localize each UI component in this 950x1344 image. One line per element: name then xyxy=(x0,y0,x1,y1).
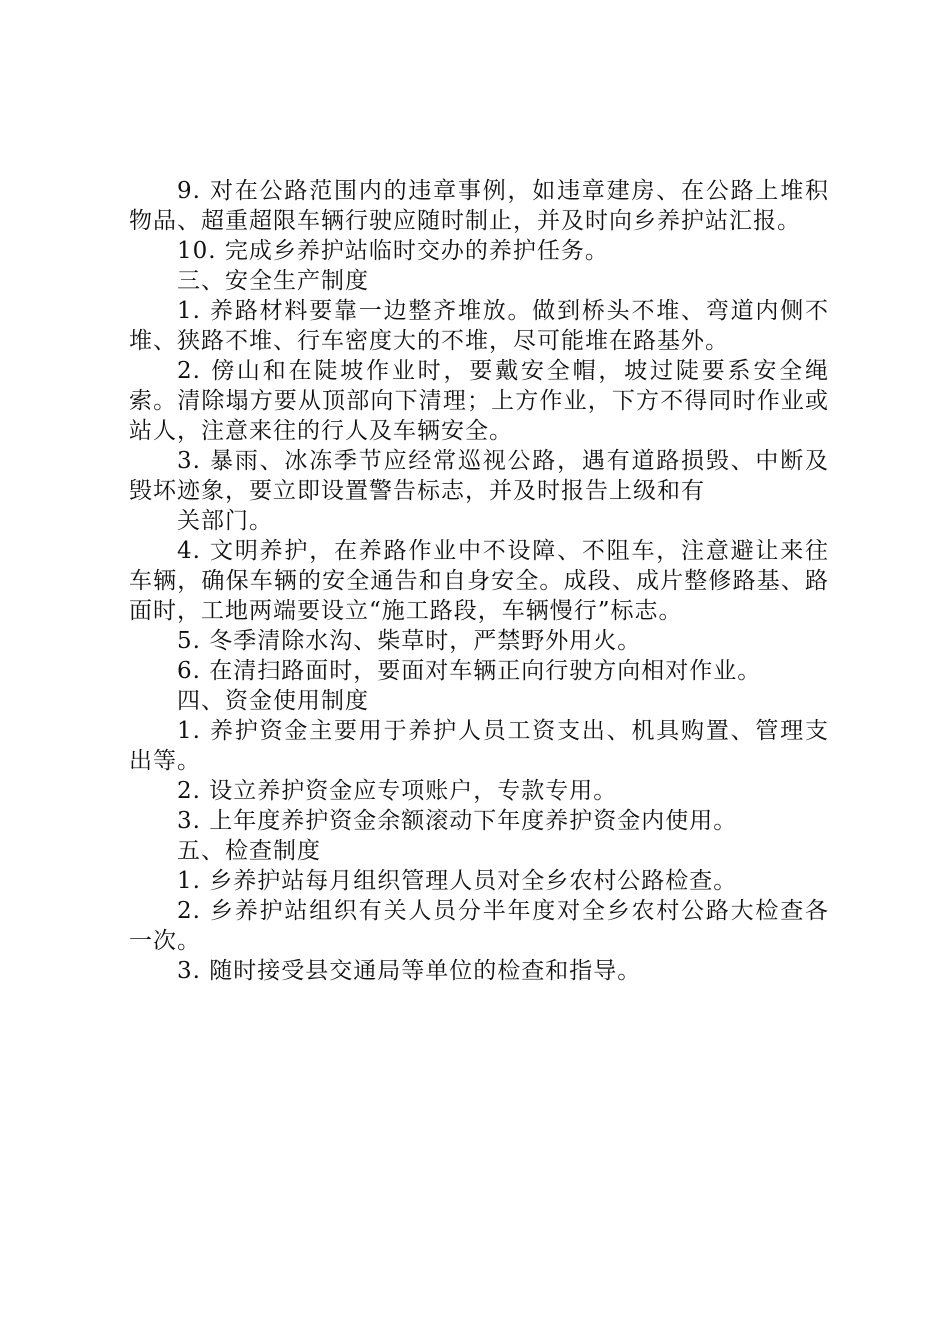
paragraph-safety-6: 6. 在清扫路面时，要面对车辆正向行驶方向相对作业。 xyxy=(177,658,762,684)
paragraph-inspection-1: 1. 乡养护站每月组织管理人员对全乡农村公路检查。 xyxy=(177,868,738,894)
section-heading-safety: 三、安全生产制度 xyxy=(177,268,369,294)
paragraph-safety-2: 2. 傍山和在陡坡作业时，要戴安全帽，坡过陡要系安全绳索。清除塌方要从顶部向下清理；上方作业，下方不得同时作业或站人，注意来往的行人及车辆安全。 xyxy=(129,358,829,444)
paragraph-inspection-2: 2. 乡养护站组织有关人员分半年度对全乡农村公路大检查各一次。 xyxy=(129,898,829,954)
paragraph-safety-5: 5. 冬季清除水沟、柴草时，严禁野外用火。 xyxy=(177,628,642,654)
paragraph-item-9: 9. 对在公路范围内的违章事例，如违章建房、在公路上堆积物品、超重超限车辆行驶应随时制止，并及时向乡养护站汇报。 xyxy=(129,178,829,234)
section-heading-funds: 四、资金使用制度 xyxy=(177,688,369,714)
paragraph-funds-1: 1. 养护资金主要用于养护人员工资支出、机具购置、管理支出等。 xyxy=(129,718,829,774)
paragraph-item-10: 10. 完成乡养护站临时交办的养护任务。 xyxy=(177,238,609,264)
paragraph-safety-3: 3. 暴雨、冰冻季节应经常巡视公路，遇有道路损毁、中断及毁坏迹象，要立即设置警告标志，并及时报告上级和有 xyxy=(129,448,829,504)
paragraph-safety-3-continued: 关部门。 xyxy=(177,508,273,534)
document-body xyxy=(129,176,829,986)
paragraph-funds-3: 3. 上年度养护资金余额滚动下年度养护资金内使用。 xyxy=(177,808,738,834)
paragraph-safety-4: 4. 文明养护，在养路作业中不设障、不阻车，注意避让来往车辆，确保车辆的安全通告和自身安全。成段、成片整修路基、路面时，工地两端要设立“施工路段，车辆慢行”标志。 xyxy=(129,538,829,624)
paragraph-safety-1: 1. 养路材料要靠一边整齐堆放。做到桥头不堆、弯道内侧不堆、狭路不堆、行车密度大的不堆，尽可能堆在路基外。 xyxy=(129,298,829,354)
paragraph-funds-2: 2. 设立养护资金应专项账户，专款专用。 xyxy=(177,778,618,804)
section-heading-inspection: 五、检查制度 xyxy=(177,838,321,864)
paragraph-inspection-3: 3. 随时接受县交通局等单位的检查和指导。 xyxy=(177,958,642,984)
